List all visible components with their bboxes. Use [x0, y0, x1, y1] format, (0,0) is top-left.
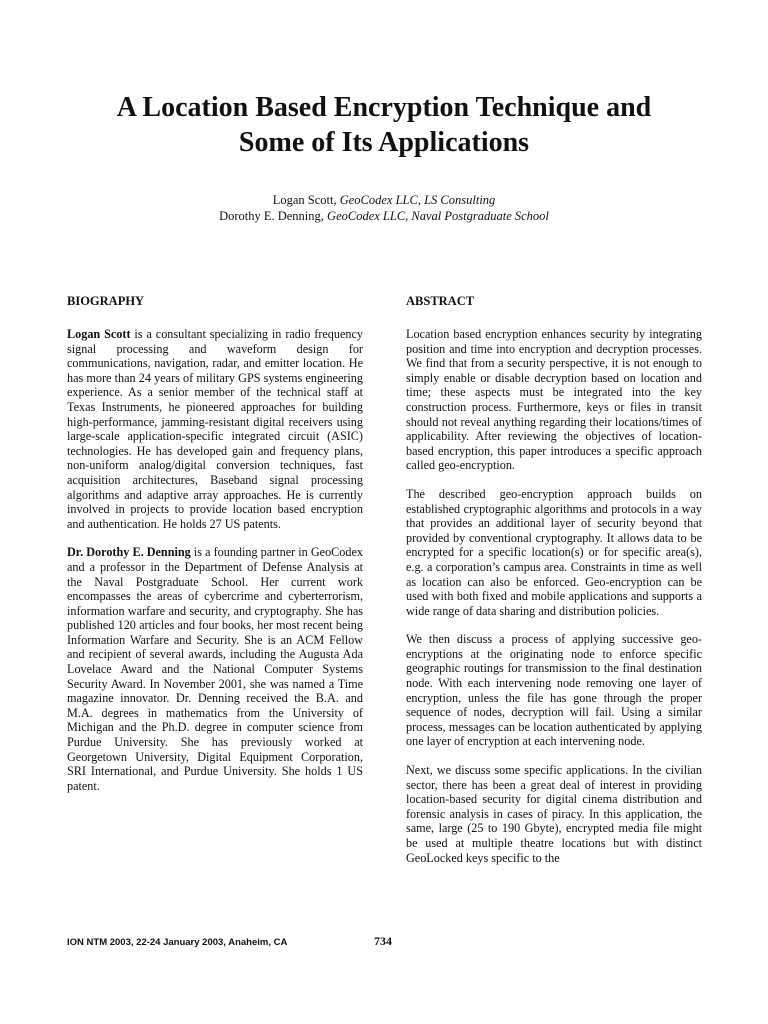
biography-paragraph — [67, 545, 363, 793]
bio-name-denning: Dr. Dorothy E. Denning — [67, 545, 191, 560]
abstract-paragraph: Location based encryption enhances security by integrating position and time into encryption and decryption processes. We find that from a security perspective, it is not enough to simply enable or disable decryption based on location and time; these aspects must be integrated into the key construction process. Furthermore, keys or files in transit should not reveal anything regarding their locations/times of applicability. After reviewing the objectives of location-based encryption, this paper introduces a specific approach called geo-encryption. — [406, 327, 702, 473]
author-1 — [0, 192, 768, 208]
biography-heading: BIOGRAPHY — [67, 294, 145, 308]
title-line-1: A Location Based Encryption Technique and — [116, 92, 652, 123]
biography-paragraph — [67, 327, 363, 531]
title-line-2: Some of Its Applications — [238, 127, 530, 158]
abstract-paragraph: Next, we discuss some specific applications. In the civilian sector, there has been a great deal of interest in providing location-based security for digital cinema distribution and forensic analysis in cases of piracy. In this application, the same, large (25 to 190 Gbyte), encrypted media file might be used at multiple theatre locations but with distinct GeoLocked keys specific to the — [406, 763, 702, 865]
bio-name-scott: Logan Scott — [67, 327, 131, 341]
author-affiliation: GeoCodex LLC, Naval Postgraduate School — [327, 209, 549, 223]
conference-footer: ION NTM 2003, 22-24 January 2003, Anaheim, CA — [67, 937, 288, 948]
author-affiliation: GeoCodex LLC, LS Consulting — [339, 193, 496, 207]
bio-text-denning: is a founding partner in GeoCodex and a professor in the Department of Defense Analysis at the Naval Postgraduate School. Her current work encompasses the areas of cybercrime and cyberterrorism, information warfare and security, and cryptography. She has published 120 articles and four books, her most recent being Information Warfare and Security. She is an ACM Fellow and recipient of several awards, including the Augusta Ada Lovelace Award and the National Computer Systems Security Award. In November 2001, she was named a Time magazine innovator. Dr. Denning received the B.A. and M.A. degrees in mathematics from the University of Michigan and the Ph.D. degree in computer science from Purdue University. She has previously worked at Georgetown University, Digital Equipment Corporation, SRI International, and Purdue University. She holds 1 US patent. — [67, 545, 363, 793]
paper-title — [0, 90, 768, 160]
author-list — [0, 192, 768, 224]
author-name: Logan Scott, — [272, 193, 340, 207]
author-2 — [0, 208, 768, 224]
abstract-paragraph: The described geo-encryption approach builds on established cryptographic algorithms and protocols in a way that provides an additional layer of security beyond that provided by conventional cryptography. It allows data to be encrypted for a specific location(s) or for specific area(s), e.g. a corporation’s campus area. Constraints in time as well as location can also be enforced. Geo-encryption can be used with both fixed and mobile applications and supports a wide range of data sharing and distribution policies. — [406, 486, 702, 618]
abstract-heading: ABSTRACT — [406, 294, 475, 308]
page-number: 734 — [374, 934, 392, 948]
abstract-paragraph: We then discuss a process of applying successive geo-encryptions at the originating node to enforce specific geographic routings for transmission to the final destination node. With each intervening node removing one layer of encryption, unless the file has gone through the proper sequence of nodes, decryption will fail. Using a similar process, messages can be location authenticated by applying one layer of encryption at each intervening node. — [406, 632, 702, 749]
biography-column — [67, 294, 363, 807]
author-name: Dorothy E. Denning, — [219, 209, 328, 223]
abstract-column — [406, 294, 702, 879]
bio-text-scott: is a consultant specializing in radio frequency signal processing and waveform design for communications, navigation, radar, and emitter location. He has more than 24 years of military GPS systems engineering experience. As a senior member of the technical staff at Texas Instruments, he pioneered approaches for building high-performance, jamming-resistant digital receivers using large-scale application-specific integrated circuit (ASIC) technologies. He has developed gain and frequency plans, non-uniform analog/digital conversion techniques, fast acquisition architectures, Baseband signal processing algorithms and adaptive array approaches. He is currently involved in projects to provide location based encryption and authentication. He holds 27 US patents. — [67, 327, 363, 531]
